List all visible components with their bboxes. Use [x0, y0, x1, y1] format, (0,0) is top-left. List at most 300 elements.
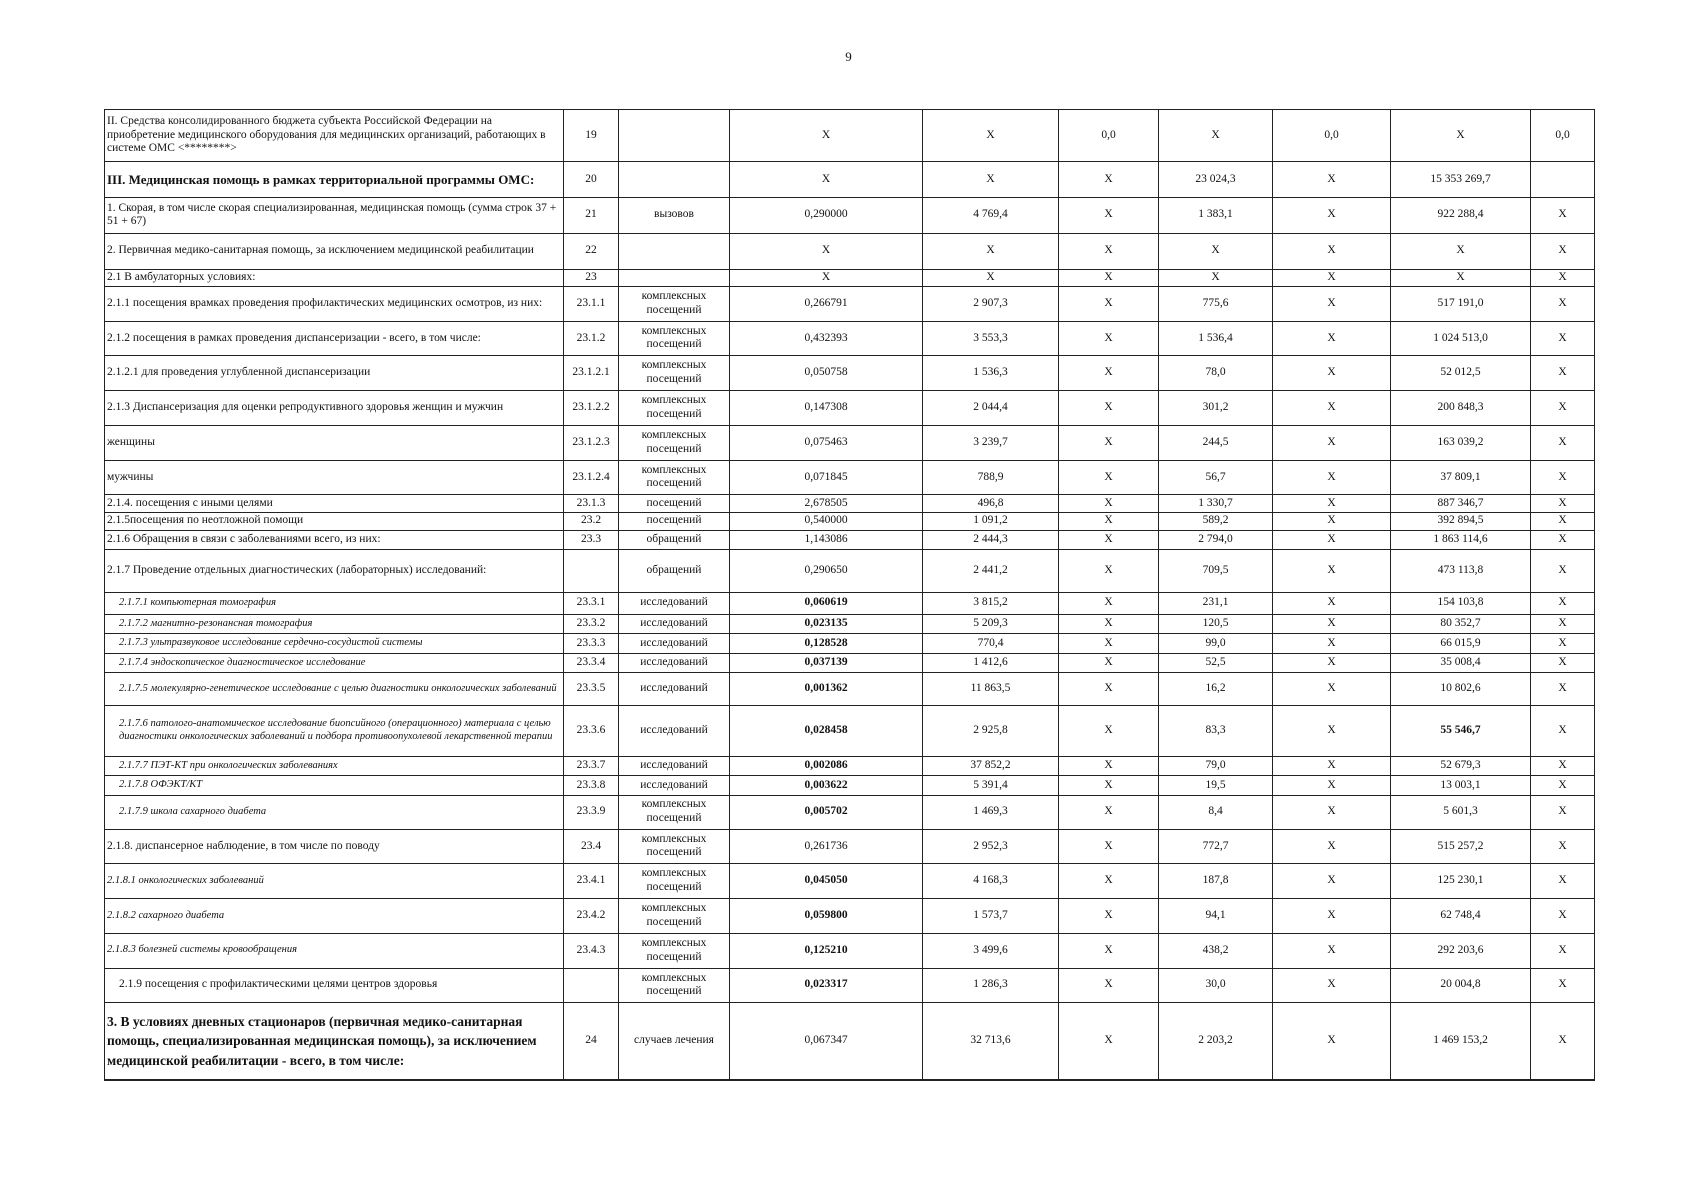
- cell-c4: 55 546,7: [1391, 705, 1531, 756]
- cell-c1: X: [1059, 933, 1159, 968]
- cell-c2: 52,5: [1159, 653, 1273, 673]
- table-row: [105, 634, 1595, 654]
- cell-c4: 10 802,6: [1391, 673, 1531, 706]
- table-row: [105, 549, 1595, 592]
- cell-cost: 2 952,3: [923, 829, 1059, 864]
- cell-c1: X: [1059, 391, 1159, 426]
- cell-volume: 0,028458: [730, 705, 923, 756]
- cell-c4: 125 230,1: [1391, 864, 1531, 899]
- cell-c5: 0,0: [1531, 110, 1595, 162]
- cell-c5: X: [1531, 321, 1595, 356]
- cell-volume: 0,075463: [730, 425, 923, 460]
- cell-cost: 2 044,4: [923, 391, 1059, 426]
- cell-cost: X: [923, 233, 1059, 269]
- cell-c1: X: [1059, 321, 1159, 356]
- cell-unit: комплексных посещений: [619, 864, 730, 899]
- cell-c1: X: [1059, 512, 1159, 530]
- cell-c3: X: [1273, 705, 1391, 756]
- cell-line: 23.3.4: [564, 653, 619, 673]
- cell-c2: 2 794,0: [1159, 531, 1273, 549]
- cell-c5: X: [1531, 286, 1595, 321]
- cell-cost: 1 091,2: [923, 512, 1059, 530]
- cell-volume: 0,290000: [730, 197, 923, 233]
- cell-c5: [1531, 162, 1595, 198]
- cell-line: 23.1.2.2: [564, 391, 619, 426]
- cell-c5: X: [1531, 899, 1595, 934]
- cell-line: 23.4.2: [564, 899, 619, 934]
- cell-c3: X: [1273, 460, 1391, 495]
- cell-unit: исследований: [619, 653, 730, 673]
- cell-line: 23.3.9: [564, 795, 619, 829]
- cell-c4: 52 679,3: [1391, 756, 1531, 776]
- cell-cost: 4 769,4: [923, 197, 1059, 233]
- cell-c1: X: [1059, 968, 1159, 1003]
- cell-c2: 78,0: [1159, 356, 1273, 391]
- cell-volume: 0,125210: [730, 933, 923, 968]
- cell-cost: X: [923, 110, 1059, 162]
- cell-unit: вызовов: [619, 197, 730, 233]
- cell-c3: X: [1273, 531, 1391, 549]
- cell-c3: X: [1273, 614, 1391, 634]
- cell-c5: X: [1531, 356, 1595, 391]
- cell-c3: X: [1273, 1003, 1391, 1080]
- cell-c4: 1 024 513,0: [1391, 321, 1531, 356]
- cell-line: 23.3.8: [564, 776, 619, 796]
- cell-c5: X: [1531, 634, 1595, 654]
- cell-line: 23.3.1: [564, 592, 619, 614]
- cell-name: 2.1.6 Обращения в связи с заболеваниями всего, из них:: [105, 531, 564, 549]
- table-row: [105, 269, 1595, 286]
- cell-cost: 2 925,8: [923, 705, 1059, 756]
- cell-c5: X: [1531, 614, 1595, 634]
- cell-c1: X: [1059, 531, 1159, 549]
- cell-c2: 79,0: [1159, 756, 1273, 776]
- cell-c5: X: [1531, 933, 1595, 968]
- cell-c2: 30,0: [1159, 968, 1273, 1003]
- cell-c3: X: [1273, 286, 1391, 321]
- cell-line: 23.4: [564, 829, 619, 864]
- cell-name: 2.1.8. диспансерное наблюдение, в том числе по поводу: [105, 829, 564, 864]
- cell-c4: 37 809,1: [1391, 460, 1531, 495]
- table-row: [105, 899, 1595, 934]
- cell-c5: X: [1531, 864, 1595, 899]
- cell-c3: X: [1273, 512, 1391, 530]
- cell-c5: X: [1531, 592, 1595, 614]
- cell-c5: X: [1531, 673, 1595, 706]
- cell-cost: 770,4: [923, 634, 1059, 654]
- cell-name: 1. Скорая, в том числе скорая специализированная, медицинская помощь (сумма строк 37 + 51 + 67): [105, 197, 564, 233]
- cell-unit: комплексных посещений: [619, 286, 730, 321]
- cell-name: 2.1.7.8 ОФЭКТ/КТ: [105, 776, 564, 796]
- cell-unit: исследований: [619, 776, 730, 796]
- cell-c2: 19,5: [1159, 776, 1273, 796]
- cell-unit: обращений: [619, 549, 730, 592]
- cell-c1: X: [1059, 899, 1159, 934]
- cell-c2: 589,2: [1159, 512, 1273, 530]
- cell-c5: X: [1531, 233, 1595, 269]
- cell-c4: 292 203,6: [1391, 933, 1531, 968]
- cell-name: 2.1.7.6 патолого-анатомическое исследование биопсийного (операционного) материала с целью диагностики онкологических заболеваний и подбора противоопухолевой лекарственной терапии: [105, 705, 564, 756]
- cell-line: [564, 968, 619, 1003]
- cell-c1: X: [1059, 776, 1159, 796]
- cell-c4: 35 008,4: [1391, 653, 1531, 673]
- cell-c4: 15 353 269,7: [1391, 162, 1531, 198]
- cell-volume: 0,059800: [730, 899, 923, 934]
- cell-cost: 32 713,6: [923, 1003, 1059, 1080]
- cell-unit: комплексных посещений: [619, 829, 730, 864]
- cell-cost: 3 499,6: [923, 933, 1059, 968]
- cell-c2: X: [1159, 233, 1273, 269]
- page-number: 9: [845, 49, 852, 64]
- cell-volume: X: [730, 162, 923, 198]
- cell-unit: комплексных посещений: [619, 795, 730, 829]
- cell-line: 23.1.2.1: [564, 356, 619, 391]
- cell-volume: 0,147308: [730, 391, 923, 426]
- cell-c3: X: [1273, 829, 1391, 864]
- cell-unit: [619, 162, 730, 198]
- cell-line: 24: [564, 1003, 619, 1080]
- cell-c1: X: [1059, 460, 1159, 495]
- cell-line: 23.4.1: [564, 864, 619, 899]
- cell-c3: X: [1273, 592, 1391, 614]
- cell-c3: X: [1273, 162, 1391, 198]
- cell-name: мужчины: [105, 460, 564, 495]
- cell-name: 2.1.7 Проведение отдельных диагностических (лабораторных) исследований:: [105, 549, 564, 592]
- cell-c1: X: [1059, 549, 1159, 592]
- cell-c1: X: [1059, 864, 1159, 899]
- cell-volume: 0,266791: [730, 286, 923, 321]
- cell-cost: 2 444,3: [923, 531, 1059, 549]
- table-row: [105, 321, 1595, 356]
- cell-volume: 0,045050: [730, 864, 923, 899]
- cell-c1: X: [1059, 673, 1159, 706]
- cell-cost: 1 412,6: [923, 653, 1059, 673]
- cell-c1: X: [1059, 162, 1159, 198]
- cell-c2: 709,5: [1159, 549, 1273, 592]
- cell-unit: комплексных посещений: [619, 899, 730, 934]
- cell-name: 3. В условиях дневных стационаров (первичная медико-санитарная помощь, специализированная медицинская помощь), за исключением медицинской реабилитации - всего, в том числе:: [105, 1003, 564, 1080]
- cell-c1: X: [1059, 425, 1159, 460]
- cell-line: [564, 549, 619, 592]
- cell-name: 2.1.9 посещения с профилактическими целями центров здоровья: [105, 968, 564, 1003]
- cell-c3: X: [1273, 549, 1391, 592]
- cell-c4: 392 894,5: [1391, 512, 1531, 530]
- cell-name: 2.1.8.1 онкологических заболеваний: [105, 864, 564, 899]
- table-row: [105, 286, 1595, 321]
- cell-c2: 120,5: [1159, 614, 1273, 634]
- cell-cost: X: [923, 269, 1059, 286]
- cell-c5: X: [1531, 776, 1595, 796]
- cell-cost: 1 536,3: [923, 356, 1059, 391]
- cell-cost: 1 573,7: [923, 899, 1059, 934]
- cell-c4: 887 346,7: [1391, 495, 1531, 512]
- cell-cost: 3 553,3: [923, 321, 1059, 356]
- cell-c2: 1 536,4: [1159, 321, 1273, 356]
- cell-c3: X: [1273, 864, 1391, 899]
- cell-c2: 99,0: [1159, 634, 1273, 654]
- table-row: [105, 391, 1595, 426]
- table-row: [105, 705, 1595, 756]
- cell-c1: X: [1059, 653, 1159, 673]
- cell-c3: X: [1273, 391, 1391, 426]
- cell-c2: 2 203,2: [1159, 1003, 1273, 1080]
- cell-line: 23.3.3: [564, 634, 619, 654]
- table-row: [105, 968, 1595, 1003]
- cell-c4: 80 352,7: [1391, 614, 1531, 634]
- cell-name: 2.1.7.5 молекулярно-генетическое исследование с целью диагностики онкологических заболеваний: [105, 673, 564, 706]
- cell-c1: X: [1059, 705, 1159, 756]
- cell-c3: X: [1273, 233, 1391, 269]
- cell-c4: 52 012,5: [1391, 356, 1531, 391]
- cell-c2: 231,1: [1159, 592, 1273, 614]
- cell-volume: 0,060619: [730, 592, 923, 614]
- cell-c5: X: [1531, 1003, 1595, 1080]
- table-row: [105, 460, 1595, 495]
- table-row: [105, 233, 1595, 269]
- cell-c2: X: [1159, 269, 1273, 286]
- cell-line: 23: [564, 269, 619, 286]
- cell-volume: X: [730, 233, 923, 269]
- cell-line: 23.3.5: [564, 673, 619, 706]
- cell-cost: 496,8: [923, 495, 1059, 512]
- cell-c3: X: [1273, 425, 1391, 460]
- cell-c4: 515 257,2: [1391, 829, 1531, 864]
- cell-name: 2.1.3 Диспансеризация для оценки репродуктивного здоровья женщин и мужчин: [105, 391, 564, 426]
- cell-c3: X: [1273, 495, 1391, 512]
- table-row: [105, 162, 1595, 198]
- cell-c4: 66 015,9: [1391, 634, 1531, 654]
- cell-name: 2.1.5посещения по неотложной помощи: [105, 512, 564, 530]
- cell-volume: 0,037139: [730, 653, 923, 673]
- cell-c4: 154 103,8: [1391, 592, 1531, 614]
- table-row: [105, 614, 1595, 634]
- table-row: [105, 495, 1595, 512]
- cell-cost: 5 209,3: [923, 614, 1059, 634]
- cell-line: 23.1.2: [564, 321, 619, 356]
- cell-c1: X: [1059, 356, 1159, 391]
- cell-unit: комплексных посещений: [619, 968, 730, 1003]
- cell-c2: 438,2: [1159, 933, 1273, 968]
- cell-line: 23.1.2.3: [564, 425, 619, 460]
- cell-unit: комплексных посещений: [619, 425, 730, 460]
- cell-c2: 1 383,1: [1159, 197, 1273, 233]
- cell-c4: 200 848,3: [1391, 391, 1531, 426]
- cell-unit: посещений: [619, 512, 730, 530]
- cell-c4: 517 191,0: [1391, 286, 1531, 321]
- cell-name: 2.1.7.4 эндоскопическое диагностическое исследование: [105, 653, 564, 673]
- cell-line: 23.3.6: [564, 705, 619, 756]
- cell-name: 2.1.7.2 магнитно-резонансная томография: [105, 614, 564, 634]
- table-row: [105, 1003, 1595, 1080]
- cell-c4: 5 601,3: [1391, 795, 1531, 829]
- cell-line: 23.3.7: [564, 756, 619, 776]
- table-row: [105, 531, 1595, 549]
- cell-c4: X: [1391, 233, 1531, 269]
- cell-volume: 0,290650: [730, 549, 923, 592]
- cell-c1: X: [1059, 495, 1159, 512]
- table-row: [105, 756, 1595, 776]
- cell-cost: 11 863,5: [923, 673, 1059, 706]
- cell-name: 2.1.1 посещения врамках проведения профилактических медицинских осмотров, из них:: [105, 286, 564, 321]
- cell-line: 23.1.2.4: [564, 460, 619, 495]
- cell-c1: X: [1059, 592, 1159, 614]
- cell-unit: исследований: [619, 756, 730, 776]
- cell-c2: 187,8: [1159, 864, 1273, 899]
- cell-volume: 0,023135: [730, 614, 923, 634]
- cell-unit: [619, 110, 730, 162]
- cell-unit: комплексных посещений: [619, 460, 730, 495]
- cell-volume: 2,678505: [730, 495, 923, 512]
- table-row: [105, 512, 1595, 530]
- cell-line: 19: [564, 110, 619, 162]
- cell-line: 23.4.3: [564, 933, 619, 968]
- cell-c3: X: [1273, 673, 1391, 706]
- cell-line: 21: [564, 197, 619, 233]
- cell-c3: X: [1273, 356, 1391, 391]
- cell-cost: 788,9: [923, 460, 1059, 495]
- cell-name: 2.1.4. посещения с иными целями: [105, 495, 564, 512]
- cell-volume: 0,005702: [730, 795, 923, 829]
- cell-c4: 20 004,8: [1391, 968, 1531, 1003]
- cell-c2: 244,5: [1159, 425, 1273, 460]
- cell-volume: 0,540000: [730, 512, 923, 530]
- cell-c3: X: [1273, 634, 1391, 654]
- cell-volume: 0,050758: [730, 356, 923, 391]
- cell-cost: 37 852,2: [923, 756, 1059, 776]
- cell-cost: 3 239,7: [923, 425, 1059, 460]
- cell-cost: 4 168,3: [923, 864, 1059, 899]
- cell-unit: исследований: [619, 673, 730, 706]
- cell-c5: X: [1531, 549, 1595, 592]
- cell-name: женщины: [105, 425, 564, 460]
- cell-volume: X: [730, 110, 923, 162]
- cell-name: 2.1.8.2 сахарного диабета: [105, 899, 564, 934]
- cell-c3: X: [1273, 968, 1391, 1003]
- cell-line: 23.3: [564, 531, 619, 549]
- cell-c2: 8,4: [1159, 795, 1273, 829]
- cell-volume: 0,023317: [730, 968, 923, 1003]
- cell-c3: X: [1273, 269, 1391, 286]
- cell-cost: 5 391,4: [923, 776, 1059, 796]
- cell-cost: X: [923, 162, 1059, 198]
- cell-c1: 0,0: [1059, 110, 1159, 162]
- cell-unit: посещений: [619, 495, 730, 512]
- cell-line: 23.3.2: [564, 614, 619, 634]
- cell-volume: 0,067347: [730, 1003, 923, 1080]
- cell-cost: 1 286,3: [923, 968, 1059, 1003]
- cell-c1: X: [1059, 829, 1159, 864]
- cell-c2: 56,7: [1159, 460, 1273, 495]
- cell-c5: X: [1531, 495, 1595, 512]
- cell-unit: [619, 269, 730, 286]
- cell-c3: X: [1273, 776, 1391, 796]
- cell-unit: комплексных посещений: [619, 321, 730, 356]
- cell-c5: X: [1531, 460, 1595, 495]
- cell-name: 2.1.7.1 компьютерная томография: [105, 592, 564, 614]
- cell-c2: 775,6: [1159, 286, 1273, 321]
- cell-c3: X: [1273, 653, 1391, 673]
- cell-name: 2.1.2 посещения в рамках проведения диспансеризации - всего, в том числе:: [105, 321, 564, 356]
- cell-c3: X: [1273, 933, 1391, 968]
- cell-unit: комплексных посещений: [619, 391, 730, 426]
- cell-unit: комплексных посещений: [619, 356, 730, 391]
- cell-c5: X: [1531, 512, 1595, 530]
- cell-volume: 0,128528: [730, 634, 923, 654]
- table-row: [105, 673, 1595, 706]
- cell-unit: комплексных посещений: [619, 933, 730, 968]
- cell-c1: X: [1059, 286, 1159, 321]
- cell-c1: X: [1059, 269, 1159, 286]
- cell-c1: X: [1059, 197, 1159, 233]
- cell-name: 2.1.7.7 ПЭТ-КТ при онкологических заболеваниях: [105, 756, 564, 776]
- cell-volume: 1,143086: [730, 531, 923, 549]
- cell-unit: исследований: [619, 634, 730, 654]
- cell-c3: X: [1273, 795, 1391, 829]
- cell-c4: 922 288,4: [1391, 197, 1531, 233]
- cell-c1: X: [1059, 614, 1159, 634]
- cell-volume: 0,002086: [730, 756, 923, 776]
- cell-c3: X: [1273, 899, 1391, 934]
- cell-c4: 62 748,4: [1391, 899, 1531, 934]
- cell-unit: исследований: [619, 614, 730, 634]
- cell-volume: 0,071845: [730, 460, 923, 495]
- program-table: [104, 109, 1595, 1081]
- cell-line: 22: [564, 233, 619, 269]
- cell-c5: X: [1531, 653, 1595, 673]
- cell-line: 23.1.1: [564, 286, 619, 321]
- cell-c4: 1 469 153,2: [1391, 1003, 1531, 1080]
- cell-unit: [619, 233, 730, 269]
- cell-c5: X: [1531, 705, 1595, 756]
- cell-c5: X: [1531, 531, 1595, 549]
- cell-line: 23.1.3: [564, 495, 619, 512]
- cell-c5: X: [1531, 391, 1595, 426]
- cell-c5: X: [1531, 795, 1595, 829]
- cell-c2: 16,2: [1159, 673, 1273, 706]
- cell-volume: 0,001362: [730, 673, 923, 706]
- cell-unit: исследований: [619, 705, 730, 756]
- cell-c1: X: [1059, 634, 1159, 654]
- cell-c2: 94,1: [1159, 899, 1273, 934]
- table-row: [105, 425, 1595, 460]
- cell-c4: 473 113,8: [1391, 549, 1531, 592]
- table-row: [105, 356, 1595, 391]
- cell-name: 2.1.7.3 ультразвуковое исследование сердечно-сосудистой системы: [105, 634, 564, 654]
- cell-c3: X: [1273, 756, 1391, 776]
- table-row: [105, 653, 1595, 673]
- cell-volume: 0,432393: [730, 321, 923, 356]
- cell-unit: случаев лечения: [619, 1003, 730, 1080]
- cell-name: 2.1.2.1 для проведения углубленной диспансеризации: [105, 356, 564, 391]
- cell-c2: 301,2: [1159, 391, 1273, 426]
- table-row: [105, 829, 1595, 864]
- cell-name: 2.1.8.3 болезней системы кровообращения: [105, 933, 564, 968]
- cell-c2: 772,7: [1159, 829, 1273, 864]
- table-row: [105, 864, 1595, 899]
- cell-line: 23.2: [564, 512, 619, 530]
- cell-c4: 13 003,1: [1391, 776, 1531, 796]
- cell-c2: X: [1159, 110, 1273, 162]
- cell-c5: X: [1531, 425, 1595, 460]
- cell-c4: X: [1391, 110, 1531, 162]
- cell-cost: 3 815,2: [923, 592, 1059, 614]
- cell-c1: X: [1059, 1003, 1159, 1080]
- cell-c5: X: [1531, 968, 1595, 1003]
- cell-cost: 1 469,3: [923, 795, 1059, 829]
- cell-line: 20: [564, 162, 619, 198]
- cell-name: 2.1 В амбулаторных условиях:: [105, 269, 564, 286]
- cell-volume: 0,003622: [730, 776, 923, 796]
